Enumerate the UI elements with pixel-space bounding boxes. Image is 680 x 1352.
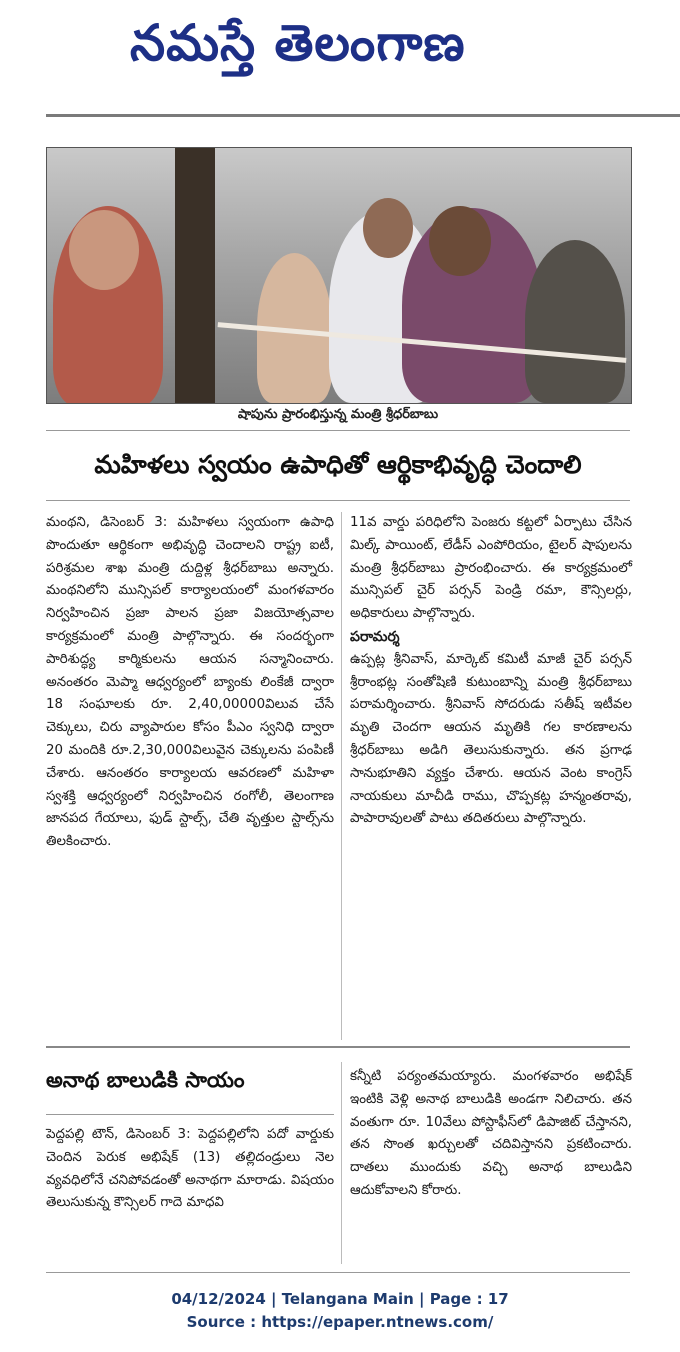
article-paragraph: ఉప్పట్ల శ్రీనివాస్, మార్కెట్ కమిటీ మాజీ చైర్ పర్సన్ శ్రీరాంభట్ల సంతోషిణి కుటుంబాన్ని మంత్రి శ్రీధర్‌బాబు పరామర్శించారు. శ్రీనివాస్ సోదరుడు సతీష్ ఇటీవల మృతి చెందగా ఆయన మృతికి గల కారణాలను శ్రీధర్‌బాబు అడిగి తెలుసుకున్నారు. తన ప్రగాఢ సానుభూతిని వ్యక్తం చేశారు. ఆయన వెంట కాంగ్రెస్ నాయకులు మాచీడి రాము, చొప్పకట్ల హన్మంతరావు, పాపారావులతో పాటు తదితరులు పాల్గొన్నారు. xyxy=(350,651,632,827)
article-paragraph: మంథని, డిసెంబర్ 3: మహిళలు స్వయంగా ఉపాధి పొందుతూ ఆర్థికంగా అభివృద్ధి చెందాలని రాష్ట్ర ఐటీ, పరిశ్రమల శాఖ మంత్రి దుద్దిళ్ల శ్రీధర్‌బాబు అన్నారు. మంథనిలోని మున్సిపల్ కార్యాలయంలో మంగళవారం నిర్వహించిన ప్రజా పాలన ప్రజా విజయోత్సవాల కార్యక్రమంలో మంత్రి పాల్గొన్నారు. ఈ సందర్భంగా పారిశుద్ధ్య కార్మికులను ఆయన సన్మానించారు. అనంతరం మెప్మా ఆధ్వర్యంలో బ్యాంకు లింకేజీ ద్వారా 18 సంఘాలకు రూ. 2,40,00000విలువ చేసే చెక్కులు, చిరు వ్యాపారుల కోసం పీఎం స్వనిధి ద్వారా 20 మందికి రూ.2,30,000విలువైన చెక్కులను పంపిణీ చేశారు. ఆనంతరం కార్యాలయ ఆవరణలో మహిళా స్వశక్తి ఆధ్వర్యంలో నిర్వహించిన రంగోలీ, తెలంగాణ జానపద గేయాలు, ఫుడ్ స్టాల్స్, చేతి వృత్తుల స్టాల్స్‌ను తిలకించారు. xyxy=(46,515,334,850)
caption-divider xyxy=(46,430,630,431)
photo-figure xyxy=(69,210,139,290)
article-subhead: పరామర్శ xyxy=(350,628,400,645)
section-divider xyxy=(46,1046,630,1048)
photo-figure xyxy=(525,240,625,403)
article-paragraph: కన్నీటి పర్యంతమయ్యారు. మంగళవారం అభిషేక్ ఇంటికి వెళ్లి అనాథ బాలుడికి అండగా నిలిచారు. తన వంతుగా రూ. 10వేలు పోస్టాఫీస్‌లో డిపాజిట్ చేస్తానని, తన సొంత ఖర్చులతో చదివిస్తానని ప్రకటించారు. దాతలు ముందుకు వచ్చి అనాథ బాలుడిని ఆదుకోవాలని కోరారు. xyxy=(350,1069,632,1198)
photo-caption: షాపును ప్రారంభిస్తున్న మంత్రి శ్రీధర్‌బాబు xyxy=(237,407,439,422)
newspaper-logo: నమస్తే తెలంగాణ xyxy=(130,14,466,72)
photo-figure xyxy=(429,206,491,276)
masthead-divider xyxy=(46,114,680,117)
article-paragraph: 11వ వార్డు పరిధిలోని పెంజరు కట్టలో ఏర్పాటు చేసిన మిల్క్ పాయింట్, లేడీస్ ఎంపోరియం, టైలర్ షాపులను మంత్రి శ్రీధర్‌బాబు ప్రారంభించారు. ఈ కార్యక్రమంలో మున్సిపల్ చైర్ పర్సన్ పెండ్రి రమా, కౌన్సిలర్లు, అధికారులు పాల్గొన్నారు. xyxy=(350,515,632,622)
article2-headline: అనాథ బాలుడికి సాయం xyxy=(46,1068,245,1092)
column-divider xyxy=(341,1062,342,1264)
column-divider xyxy=(341,512,342,1040)
article-column-left xyxy=(46,512,334,1040)
footer-divider xyxy=(46,1272,630,1273)
news-photo xyxy=(46,147,632,404)
headline-divider xyxy=(46,1114,334,1115)
masthead xyxy=(0,0,680,118)
article-column-right xyxy=(350,512,632,1040)
article-paragraph: పెద్దపల్లి టౌన్, డిసెంబర్ 3: పెద్దపల్లిలోని పదో వార్డుకు చెందిన పెరుక అభిషేక్ (13) తల్లిదండ్రులు నెల వ్యవధిలోనే చనిపోవడంతో అనాథగా మారాడు. విషయం తెలుసుకున్న కౌన్సిలర్ గాదె మాధవి xyxy=(46,1127,334,1211)
footer-edition-info: 04/12/2024 | Telangana Main | Page : 17 xyxy=(171,1290,509,1308)
photo-doorframe xyxy=(175,148,215,403)
headline-divider xyxy=(46,500,630,501)
article2-column-left xyxy=(46,1124,334,1264)
photo-figure xyxy=(363,198,413,258)
article-headline: మహిళలు స్వయం ఉపాధితో ఆర్థికాభివృద్ధి చెందాలి xyxy=(94,450,582,479)
article2-column-right xyxy=(350,1066,632,1266)
footer-source-link[interactable]: Source : https://epaper.ntnews.com/ xyxy=(186,1313,494,1331)
